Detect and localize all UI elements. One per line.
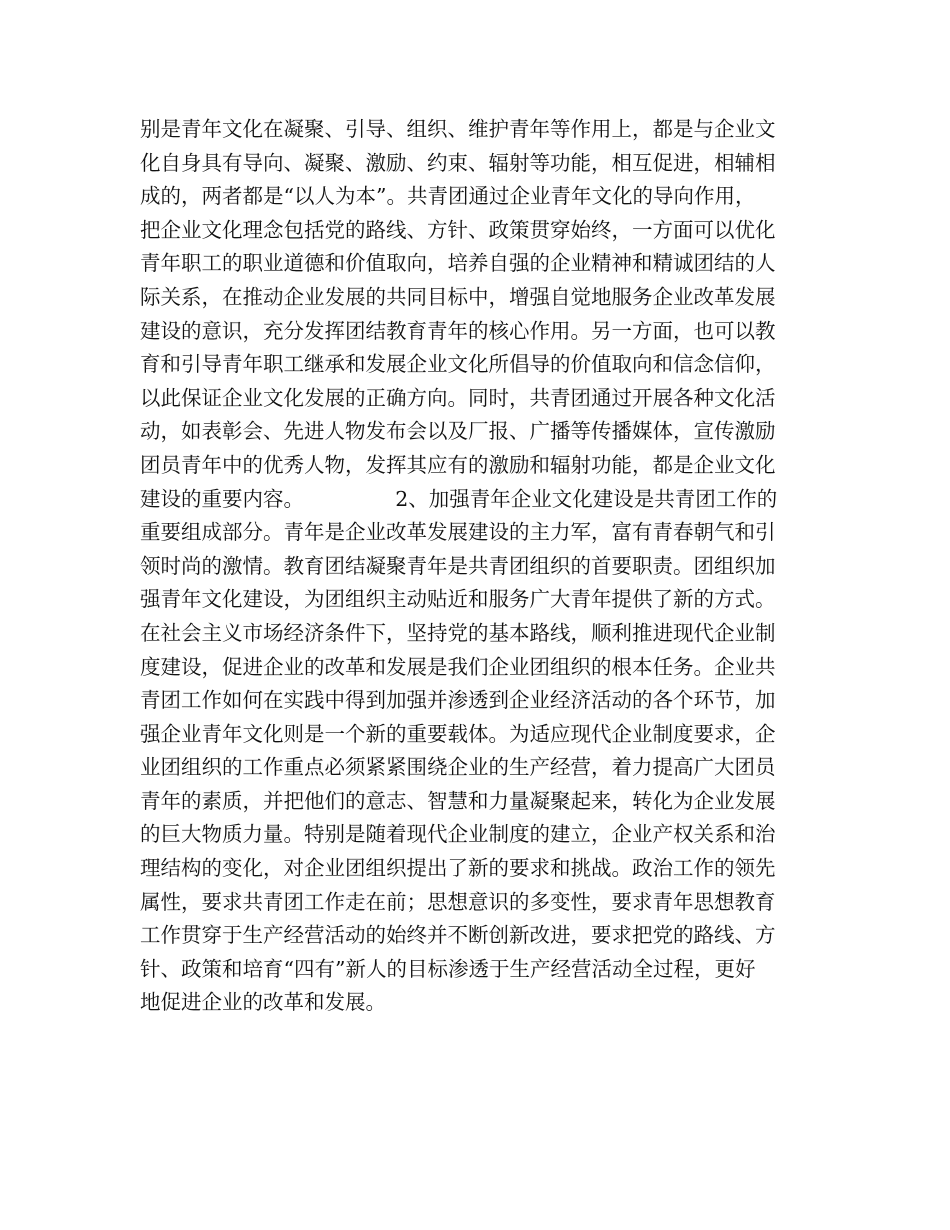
text-line: 动，如表彰会、先进人物发布会以及厂报、广播等传播媒体，宣传激励: [140, 419, 776, 444]
text-line: 针、政策和培育“四有”新人的目标渗透于生产经营活动全过程，更好: [140, 956, 756, 981]
text-line: 别是青年文化在凝聚、引导、组织、维护青年等作用上，都是与企业文: [140, 117, 776, 141]
text-line: 理结构的变化，对企业团组织提出了新的要求和挑战。政治工作的领先: [140, 856, 776, 881]
text-line: 强企业青年文化则是一个新的重要载体。为适应现代企业制度要求，企: [140, 721, 776, 746]
text-line: 育和引导青年职工继承和发展企业文化所倡导的价值取向和信念信仰，: [140, 352, 776, 377]
text-line: 工作贯穿于生产经营活动的始终并不断创新改进，要求把党的路线、方: [140, 923, 776, 948]
body-text: [140, 113, 820, 1020]
text-line: 强青年文化建设，为团组织主动贴近和服务广大青年提供了新的方式。: [140, 587, 776, 612]
text-line: 青年的素质，并把他们的意志、智慧和力量凝聚起来，转化为企业发展: [140, 788, 776, 813]
text-line: 成的，两者都是“以人为本”。共青团通过企业青年文化的导向作用，: [140, 184, 756, 209]
text-line: 际关系，在推动企业发展的共同目标中，增强自觉地服务企业改革发展: [140, 284, 776, 309]
text-line: 业团组织的工作重点必须紧紧围绕企业的生产经营，着力提高广大团员: [140, 755, 776, 780]
text-line: 在社会主义市场经济条件下，坚持党的基本路线，顺利推进现代企业制: [140, 620, 776, 645]
text-line: 以此保证企业文化发展的正确方向。同时，共青团通过开展各种文化活: [140, 385, 776, 410]
text-line: 领时尚的激情。教育团结凝聚青年是共青团组织的首要职责。团组织加: [140, 553, 776, 578]
text-line: 化自身具有导向、凝聚、激励、约束、辐射等功能，相互促进，相辅相: [140, 150, 776, 175]
text-line: 度建设，促进企业的改革和发展是我们企业团组织的根本任务。企业共: [140, 654, 776, 679]
text-line: 把企业文化理念包括党的路线、方针、政策贯穿始终，一方面可以优化: [140, 217, 776, 242]
text-line: 的巨大物质力量。特别是随着现代企业制度的建立，企业产权关系和治: [140, 822, 776, 847]
text-line: 团员青年中的优秀人物，发挥其应有的激励和辐射功能，都是企业文化: [140, 452, 776, 477]
text-line: 建设的重要内容。 2、加强青年企业文化建设是共青团工作的: [140, 486, 778, 511]
text-line: 建设的意识，充分发挥团结教育青年的核心作用。另一方面，也可以教: [140, 318, 776, 343]
text-line: 青团工作如何在实践中得到加强并渗透到企业经济活动的各个环节，加: [140, 688, 776, 713]
text-line: 地促进企业的改革和发展。: [140, 990, 386, 1015]
text-line: 属性，要求共青团工作走在前；思想意识的多变性，要求青年思想教育: [140, 889, 776, 914]
text-line: 青年职工的职业道德和价值取向，培养自强的企业精神和精诚团结的人: [140, 251, 776, 276]
text-line: 重要组成部分。青年是企业改革发展建设的主力军，富有青春朝气和引: [140, 520, 776, 545]
